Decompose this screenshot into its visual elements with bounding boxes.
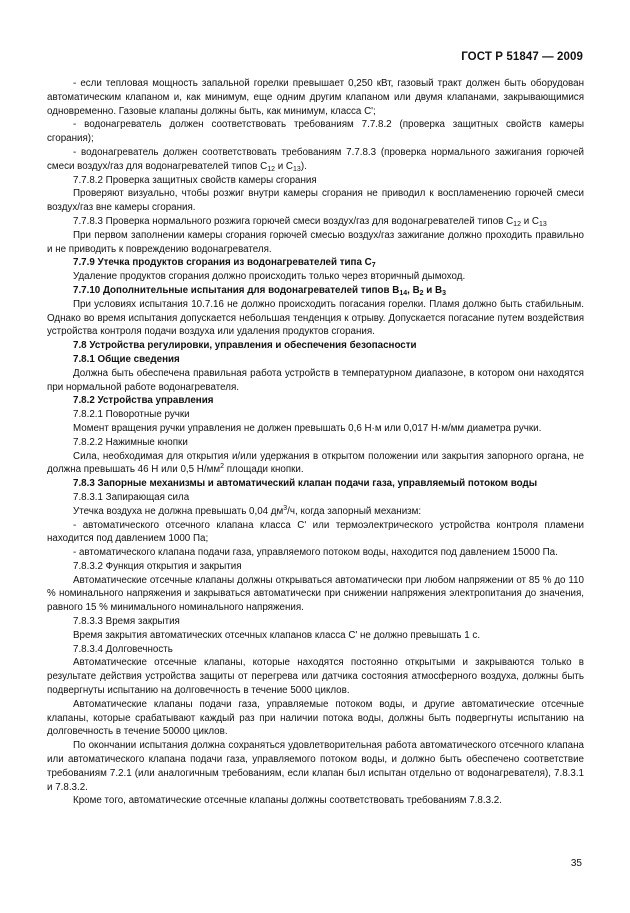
paragraph: [47, 656, 584, 697]
text-run: Проверяют визуально, чтобы розжиг внутри камеры сгорания не приводил к воспламенению горючей смеси воздух/газ вне камеры сгорания.: [47, 188, 584, 214]
text-run: 7.8.3.3 Время закрытия: [73, 616, 180, 628]
paragraph: [47, 615, 584, 629]
text-run: 7.8.3.4 Долговечность: [73, 643, 173, 655]
paragraph: [47, 560, 584, 574]
text-run: При условиях испытания 10.7.16 не должно происходить погасания горелки. Пламя должно быть стабильным. Однако во время испытания допускается небольшая тенденция к отрыву. Допускается погасание путем воздействия устройства контроля подачи воздуха или удаления продуктов сгорания.: [47, 298, 584, 338]
paragraph: [47, 794, 584, 808]
paragraph: [47, 146, 584, 174]
text-run: Должна быть обеспечена правильная работа устройств в температурном диапазоне, в котором они находятся при нормальной работе водонагревателя.: [47, 367, 584, 393]
text-run: Момент вращения ручки управления не должен превышать 0,6 Н·м или 0,017 Н·м/мм диаметра ручки.: [73, 422, 542, 434]
text-run: площади кнопки.: [223, 464, 304, 476]
paragraph: [47, 643, 584, 657]
paragraph: [47, 408, 584, 422]
text-run: , В: [407, 284, 420, 296]
paragraph: [47, 450, 584, 478]
text-run: - автоматического отсечного клапана класса С' или термоэлектрического устройства контроля пламени находится под давлением 1000 Па;: [47, 519, 584, 545]
text-run: 7.8 Устройства регулировки, управления и обеспечения безопасности: [73, 340, 417, 352]
text-run: - если тепловая мощность запальной горелки превышает 0,250 кВт, газовый тракт должен быть оборудован автоматическим клапаном и, как минимум, еще одним другим клапаном или двумя клапанами, закрывающимися одновременно. Газовые клапаны должны быть, как минимум, класса С';: [47, 78, 584, 117]
paragraph: [47, 298, 584, 339]
paragraph: [47, 270, 584, 284]
text-run: 7.7.8.3 Проверка нормального розжига горючей смеси воздух/газ для водонагревателей типов С: [73, 215, 514, 227]
text-run: Время закрытия автоматических отсечных клапанов класса С' не должно превышать 1 с.: [73, 629, 481, 641]
paragraph: [47, 174, 584, 188]
standard-header: ГОСТ Р 51847 — 2009: [461, 51, 583, 63]
text-run: Автоматические отсечные клапаны, которые находятся постоянно открытыми и закрываются только в результате действия устройства защиты от перегрева или датчика состояния атмосферного воздуха, должны быть подвергнуты испытанию на долговечность в течение 5000 циклов.: [47, 657, 584, 697]
text-run: По окончании испытания должна сохраняться удовлетворительная работа автоматического отсечного клапана или автоматического клапана подачи газа, управляемого потоком воды, и должно быть обеспечено соответствие требованиям 7.2.1 (или аналогичным требованиям, если клапан был испытан отдельно от водонагревателя), 7.8.3.1 и 7.8.3.2.: [47, 740, 584, 793]
subscript: 14: [399, 289, 408, 297]
subscript: 3: [442, 289, 447, 297]
section-heading: [47, 394, 584, 408]
paragraph: [47, 698, 584, 739]
subscript: 12: [267, 165, 276, 173]
superscript: 3: [283, 504, 288, 512]
text-run: ).: [300, 160, 307, 172]
paragraph: [47, 546, 584, 560]
text-run: Утечка воздуха не должна превышать 0,04 дм: [73, 505, 284, 517]
text-run: 7.7.10 Дополнительные испытания для водонагревателей типов В: [73, 284, 400, 296]
subscript: 13: [293, 165, 301, 173]
subscript: 7: [371, 262, 376, 270]
subscript: 13: [538, 220, 547, 228]
paragraph: [47, 229, 584, 257]
text-run: - водонагреватель должен соответствовать требованиям 7.7.8.2 (проверка защитных свойств камеры сгорания);: [47, 119, 584, 145]
paragraph: [47, 491, 584, 505]
section-heading: [47, 256, 584, 270]
paragraph: [47, 77, 584, 118]
text-run: 7.8.3.1 Запирающая сила: [73, 491, 190, 503]
text-run: 7.8.2 Устройства управления: [73, 395, 214, 407]
text-run: Удаление продуктов сгорания должно происходить только через вторичный дымоход.: [73, 271, 466, 283]
superscript: 2: [220, 463, 224, 471]
text-run: Автоматические отсечные клапаны должны открываться автоматически при любом напряжении от 85 % до 110 % номинального напряжения и закрываться автоматически при снижении напряжения электропитания до значения, равного 15 % минимального номинального напряжения.: [47, 574, 584, 614]
document-body: [47, 77, 584, 808]
text-run: 7.8.3.2 Функция открытия и закрытия: [73, 560, 242, 572]
text-run: - водонагреватель должен соответствовать требованиям 7.7.8.3 (проверка нормального зажигания горючей смеси воздух/газ для водонагревателей типов С: [47, 146, 584, 172]
text-run: Сила, необходимая для открытия и/или удержания в открытом положении или закрытия запорного органа, не должна превышать 46 Н или 0,5 Н/мм: [47, 450, 584, 476]
section-heading: [47, 353, 584, 367]
paragraph: [47, 187, 584, 215]
subscript: 12: [513, 220, 521, 228]
text-run: 7.8.3 Запорные механизмы и автоматический клапан подачи газа, управляемый потоком воды: [73, 478, 538, 490]
section-heading: [47, 339, 584, 353]
paragraph: [47, 367, 584, 395]
paragraph: [47, 505, 584, 519]
section-heading: [47, 284, 584, 298]
paragraph: [47, 574, 584, 615]
paragraph: [47, 739, 584, 794]
text-run: 7.8.2.1 Поворотные ручки: [73, 409, 190, 421]
text-run: 7.8.2.2 Нажимные кнопки: [73, 436, 188, 448]
text-run: и С: [275, 160, 294, 172]
paragraph: [47, 629, 584, 643]
text-run: - автоматического клапана подачи газа, управляемого потоком воды, находится под давлением 15000 Па.: [73, 547, 558, 559]
text-run: и В: [423, 284, 443, 296]
paragraph: [47, 215, 584, 229]
text-run: и С: [520, 215, 539, 227]
text-run: 7.7.8.2 Проверка защитных свойств камеры сгорания: [73, 174, 317, 186]
text-run: /ч, когда запорный механизм:: [287, 505, 422, 517]
paragraph: [47, 422, 584, 436]
paragraph: [47, 118, 584, 146]
paragraph: [47, 519, 584, 547]
text-run: 7.7.9 Утечка продуктов сгорания из водонагревателей типа С: [73, 257, 372, 269]
paragraph: [47, 436, 584, 450]
text-run: Автоматические клапаны подачи газа, управляемые потоком воды, и другие автоматические отсечные клапаны, которые срабатывают каждый раз при наличии потока воды, должны быть подвергнуты испытанию на долговечность в течение 50000 циклов.: [47, 698, 584, 738]
section-heading: [47, 477, 584, 491]
text-run: При первом заполнении камеры сгорания горючей смесью воздух/газ зажигание должно проходить правильно и не приводить к повреждению водонагревателя.: [47, 229, 584, 255]
subscript: 2: [419, 289, 424, 297]
text-run: 7.8.1 Общие сведения: [73, 353, 180, 365]
text-run: Кроме того, автоматические отсечные клапаны должны соответствовать требованиям 7.8.3.2.: [73, 795, 502, 807]
page-number: 35: [570, 858, 582, 869]
